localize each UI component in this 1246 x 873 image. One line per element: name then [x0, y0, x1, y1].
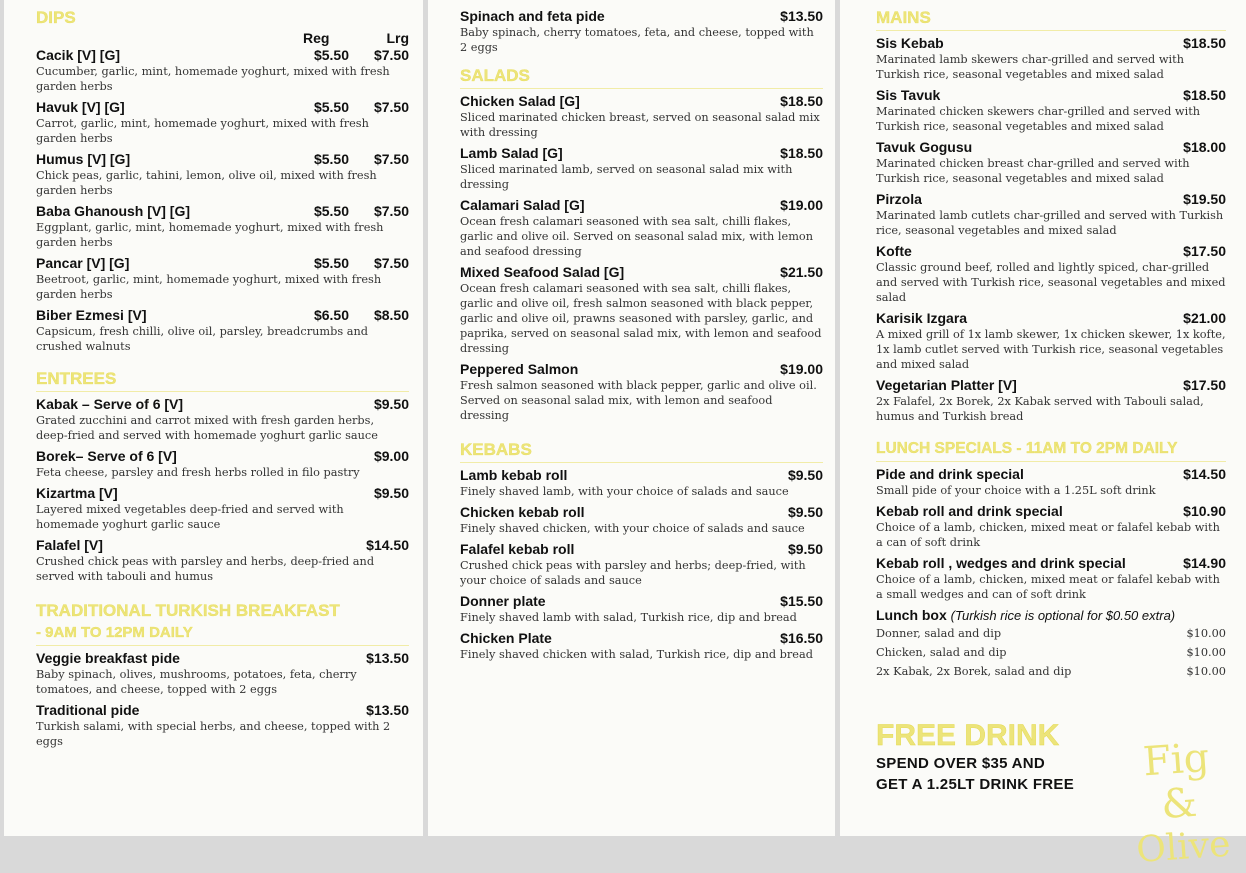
menu-panel-middle — [428, 0, 835, 836]
menu-item-price: $9.50 — [373, 396, 409, 412]
menu-item-header — [36, 255, 409, 272]
menu-item-price: $9.50 — [787, 467, 823, 483]
menu-item-description: Crushed chick peas with parsley and herbs; deep-fried, with your choice of salads and sauce — [460, 559, 806, 587]
menu-item — [876, 503, 1226, 550]
menu-item-header — [876, 139, 1226, 156]
menu-item-name: Sis Kebab — [876, 35, 944, 51]
menu-item-description: Chick peas, garlic, tahini, lemon, olive oil, mixed with fresh garden herbs — [36, 169, 377, 197]
menu-item-name: Kebab roll , wedges and drink special — [876, 555, 1126, 571]
section-title-lunch-specials: LUNCH SPECIALS - 11AM TO 2PM DAILY — [876, 440, 1178, 457]
menu-item-name: Baba Ghanoush [V] [G] — [36, 203, 190, 219]
menu-item-price-reg: $5.50 — [313, 47, 349, 63]
section-divider — [36, 645, 409, 646]
menu-item-price: $9.50 — [373, 485, 409, 501]
menu-item-price: $19.00 — [780, 361, 823, 377]
menu-item-name: Humus [V] [G] — [36, 151, 131, 167]
menu-item-price: $19.50 — [1183, 191, 1226, 207]
lunchbox-title — [876, 607, 1226, 624]
menu-item-price-lrg: $8.50 — [373, 307, 409, 323]
menu-item-price: $15.50 — [780, 593, 823, 609]
menu-item-description: Cucumber, garlic, mint, homemade yoghurt, mixed with fresh garden herbs — [36, 65, 390, 93]
free-drink-line-1: SPEND OVER $35 AND — [876, 755, 1046, 772]
menu-item-price: $9.00 — [373, 448, 409, 464]
menu-item-description: Fresh salmon seasoned with black pepper, garlic and olive oil. Served on seasonal salad mix, with lemon and seafood dressing — [460, 379, 817, 422]
menu-item-price-lrg: $7.50 — [373, 47, 409, 63]
menu-item — [876, 87, 1226, 134]
menu-item-description: Sliced marinated chicken breast, served on seasonal salad mix with dressing — [460, 111, 820, 139]
kebabs-list — [460, 467, 823, 662]
menu-item — [36, 255, 409, 302]
menu-item-name: Pide and drink special — [876, 466, 1024, 482]
menu-item-name: Lamb Salad [G] — [460, 145, 563, 161]
menu-item-name: Lamb kebab roll — [460, 467, 568, 483]
menu-item-price: $16.50 — [780, 630, 823, 646]
menu-item-description: Grated zucchini and carrot mixed with fresh garden herbs, deep-fried and served with homemade yoghurt garlic sauce — [36, 414, 378, 442]
menu-item-price: $14.50 — [366, 537, 409, 553]
menu-item — [36, 650, 409, 697]
menu-item-description: Marinated lamb cutlets char-grilled and served with Turkish rice, seasonal vegetables and mixed salad — [876, 209, 1224, 237]
menu-item-price-lrg: $7.50 — [373, 203, 409, 219]
menu-item-header — [460, 264, 823, 281]
menu-item-name: Kabak – Serve of 6 [V] — [36, 396, 184, 412]
logo-line-1: Fig & — [1141, 734, 1211, 829]
entrees-list — [36, 396, 409, 584]
menu-item-header — [460, 197, 823, 214]
lunch-specials-list — [876, 466, 1226, 602]
section-divider — [460, 88, 823, 89]
menu-item-name: Havuk [V] [G] — [36, 99, 125, 115]
menu-item-price-lrg: $7.50 — [373, 151, 409, 167]
mains-list — [876, 35, 1226, 424]
menu-item-description: Marinated chicken breast char-grilled and served with Turkish rice, seasonal vegetables and mixed salad — [876, 157, 1190, 185]
menu-item — [36, 151, 409, 198]
section-title-kebabs: KEBABS — [460, 440, 532, 459]
menu-item-description: Finely shaved lamb, with your choice of salads and sauce — [460, 485, 789, 498]
menu-item-price: $18.50 — [1183, 87, 1226, 103]
menu-item-name: Kofte — [876, 243, 912, 259]
menu-item — [876, 466, 1226, 498]
menu-item-description: Beetroot, garlic, mint, homemade yoghurt, mixed with fresh garden herbs — [36, 273, 382, 301]
menu-item — [36, 47, 409, 94]
lunchbox-row-name: Chicken, salad and dip — [876, 646, 1007, 659]
menu-item-price: $14.90 — [1183, 555, 1226, 571]
menu-item — [36, 448, 409, 480]
menu-item-price: $17.50 — [1183, 377, 1226, 393]
menu-item-name: Peppered Salmon — [460, 361, 579, 377]
menu-item — [460, 8, 823, 55]
menu-item-price: $18.50 — [780, 93, 823, 109]
menu-item-price: $17.50 — [1183, 243, 1226, 259]
menu-item — [460, 197, 823, 259]
section-title-dips: DIPS — [36, 8, 76, 27]
menu-item-name: Mixed Seafood Salad [G] — [460, 264, 625, 280]
menu-item-name: Traditional pide — [36, 702, 140, 718]
menu-item-header — [36, 99, 409, 116]
section-title-mains: MAINS — [876, 8, 931, 27]
menu-item-header — [460, 93, 823, 110]
lunchbox-row-price: $10.00 — [1186, 627, 1226, 640]
menu-item-header — [36, 307, 409, 324]
menu-item — [460, 264, 823, 356]
menu-item-price-lrg: $7.50 — [373, 255, 409, 271]
menu-item-name: Calamari Salad [G] — [460, 197, 585, 213]
menu-item-header — [36, 537, 409, 554]
menu-item — [36, 537, 409, 584]
menu-item-price-reg: $5.50 — [313, 151, 349, 167]
section-title-entrees: ENTREES — [36, 369, 117, 388]
menu-item-header — [876, 503, 1226, 520]
menu-item — [876, 377, 1226, 424]
menu-item-description: Turkish salami, with special herbs, and cheese, topped with 2 eggs — [36, 720, 391, 748]
menu-item-price: $21.00 — [1183, 310, 1226, 326]
menu-item-description: Ocean fresh calamari seasoned with sea salt, chilli flakes, garlic and olive oil, fresh salmon seasoned with black pepper, garlic and olive oil, prawns seasoned with parsley, garlic, and paprika, served on seasonal salad mix, with lemon and seafood dressing — [460, 282, 822, 355]
section-subtitle-breakfast: - 9AM TO 12PM DAILY — [36, 624, 193, 641]
menu-item-header — [460, 541, 823, 558]
free-drink-line-2: GET A 1.25LT DRINK FREE — [876, 776, 1075, 793]
menu-item — [36, 396, 409, 443]
free-drink-title: FREE DRINK — [876, 719, 1060, 752]
menu-item — [460, 504, 823, 536]
menu-item-name: Pancar [V] [G] — [36, 255, 130, 271]
menu-item-name: Cacik [V] [G] — [36, 47, 121, 63]
menu-item-name: Falafel kebab roll — [460, 541, 575, 557]
lunchbox-list — [876, 624, 1226, 681]
menu-item-description: Marinated lamb skewers char-grilled and served with Turkish rice, seasonal vegetables and mixed salad — [876, 53, 1184, 81]
menu-item-header — [460, 361, 823, 378]
menu-item-name: Karisik Izgara — [876, 310, 968, 326]
menu-item-description: Ocean fresh calamari seasoned with sea salt, chilli flakes, garlic and olive oil. Served on seasonal salad mix, with lemon and seafood dressing — [460, 215, 814, 258]
menu-item-description: Marinated chicken skewers char-grilled and served with Turkish rice, seasonal vegetables and mixed salad — [876, 105, 1201, 133]
dips-list — [36, 47, 409, 354]
menu-item — [460, 630, 823, 662]
lunchbox-row — [876, 643, 1226, 662]
menu-item — [36, 203, 409, 250]
menu-item-header — [876, 87, 1226, 104]
menu-item-header — [460, 504, 823, 521]
breakfast-continued-list — [460, 8, 823, 55]
dips-column-header: Reg Lrg — [303, 30, 409, 46]
menu-item-name: Spinach and feta pide — [460, 8, 605, 24]
menu-item-price: $18.50 — [1183, 35, 1226, 51]
menu-item-price: $18.50 — [780, 145, 823, 161]
menu-item-header — [36, 650, 409, 667]
menu-item-price: $21.50 — [780, 264, 823, 280]
menu-item — [460, 467, 823, 499]
menu-item — [876, 191, 1226, 238]
menu-item-header — [36, 151, 409, 168]
menu-item-name: Pirzola — [876, 191, 922, 207]
menu-item-header — [36, 396, 409, 413]
menu-item-header — [36, 47, 409, 64]
menu-item-price: $13.50 — [366, 702, 409, 718]
breakfast-list — [36, 650, 409, 749]
menu-item-description: Baby spinach, olives, mushrooms, potatoes, feta, cherry tomatoes, and cheese, topped with 2 eggs — [36, 668, 357, 696]
menu-item — [460, 593, 823, 625]
menu-panel-left — [4, 0, 423, 836]
menu-item-description: Sliced marinated lamb, served on seasonal salad mix with dressing — [460, 163, 793, 191]
menu-item-price: $19.00 — [780, 197, 823, 213]
menu-item — [36, 307, 409, 354]
menu-item-description: Crushed chick peas with parsley and herbs, deep-fried and served with tabouli and humus — [36, 555, 375, 583]
menu-item-header — [876, 310, 1226, 327]
menu-item-name: Chicken Plate — [460, 630, 552, 646]
menu-item-description: Capsicum, fresh chilli, olive oil, parsley, breadcrumbs and crushed walnuts — [36, 325, 368, 353]
menu-item-name: Chicken kebab roll — [460, 504, 585, 520]
menu-item-name: Donner plate — [460, 593, 546, 609]
menu-item — [876, 555, 1226, 602]
menu-item-description: Choice of a lamb, chicken, mixed meat or falafel kebab with a can of soft drink — [876, 521, 1220, 549]
lunchbox-row — [876, 662, 1226, 681]
menu-item-price-reg: $6.50 — [313, 307, 349, 323]
section-title-salads: SALADS — [460, 66, 530, 85]
menu-item-price: $14.50 — [1183, 466, 1226, 482]
menu-item-price-reg: $5.50 — [313, 203, 349, 219]
menu-item-header — [460, 593, 823, 610]
menu-item-name: Chicken Salad [G] — [460, 93, 580, 109]
menu-item — [876, 310, 1226, 372]
menu-item-description: Layered mixed vegetables deep-fried and served with homemade yoghurt garlic sauce — [36, 503, 344, 531]
column-lrg-label: Lrg — [386, 30, 409, 46]
section-divider — [36, 391, 409, 392]
section-divider — [876, 461, 1226, 462]
menu-item-price: $9.50 — [787, 541, 823, 557]
menu-item-header — [876, 243, 1226, 260]
menu-item-description: Choice of a lamb, chicken, mixed meat or falafel kebab with a small wedges and can of soft drink — [876, 573, 1220, 601]
menu-item-description: Baby spinach, cherry tomatoes, feta, and cheese, topped with 2 eggs — [460, 26, 814, 54]
menu-item-description: Finely shaved chicken, with your choice of salads and sauce — [460, 522, 805, 535]
menu-item-header — [876, 377, 1226, 394]
menu-item-description: Classic ground beef, rolled and lightly spiced, char-grilled and served with Turkish rice, seasonal vegetables and mixed salad — [876, 261, 1226, 304]
menu-item-description: Finely shaved chicken with salad, Turkish rice, dip and bread — [460, 648, 813, 661]
lunchbox-note: (Turkish rice is optional for $0.50 extra) — [950, 608, 1176, 623]
menu-item — [460, 93, 823, 140]
menu-item — [36, 485, 409, 532]
menu-item-description: Small pide of your choice with a 1.25L soft drink — [876, 484, 1156, 497]
menu-item-name: Borek– Serve of 6 [V] — [36, 448, 177, 464]
menu-item-price: $13.50 — [366, 650, 409, 666]
menu-item-header — [460, 145, 823, 162]
section-divider — [460, 462, 823, 463]
menu-item-price-reg: $5.50 — [313, 255, 349, 271]
lunchbox-row-name: Donner, salad and dip — [876, 627, 1002, 640]
menu-item-header — [876, 555, 1226, 572]
menu-item-header — [876, 35, 1226, 52]
menu-item-price: $18.00 — [1183, 139, 1226, 155]
menu-item-header — [460, 8, 823, 25]
menu-panel-right — [840, 0, 1246, 872]
logo-line-2: Olive — [1134, 823, 1232, 872]
section-divider — [876, 30, 1226, 31]
menu-item-description: 2x Falafel, 2x Borek, 2x Kabak served with Tabouli salad, humus and Turkish bread — [876, 395, 1204, 423]
menu-item-header — [460, 630, 823, 647]
menu-item — [460, 361, 823, 423]
menu-item-name: Tavuk Gogusu — [876, 139, 973, 155]
menu-item-description: A mixed grill of 1x lamb skewer, 1x chicken skewer, 1x kofte, 1x lamb cutlet served with Turkish rice, seasonal vegetables and mixed salad — [876, 328, 1226, 371]
menu-item-name: Vegetarian Platter [V] — [876, 377, 1017, 393]
menu-item-header — [36, 702, 409, 719]
menu-item — [876, 35, 1226, 82]
salads-list — [460, 93, 823, 423]
menu-item-header — [36, 485, 409, 502]
lunchbox-row-price: $10.00 — [1186, 646, 1226, 659]
menu-item-header — [460, 467, 823, 484]
fig-and-olive-logo — [1129, 734, 1232, 872]
menu-item-name: Kizartma [V] — [36, 485, 118, 501]
menu-item-name: Biber Ezmesi [V] — [36, 307, 147, 323]
menu-item — [460, 541, 823, 588]
menu-item — [36, 702, 409, 749]
menu-item-price: $10.90 — [1183, 503, 1226, 519]
menu-item — [876, 139, 1226, 186]
menu-item-price-lrg: $7.50 — [373, 99, 409, 115]
menu-item-price-reg: $5.50 — [313, 99, 349, 115]
menu-item-name: Veggie breakfast pide — [36, 650, 180, 666]
lunchbox-row — [876, 624, 1226, 643]
menu-item-price: $9.50 — [787, 504, 823, 520]
menu-item-name: Sis Tavuk — [876, 87, 941, 103]
menu-item-header — [36, 448, 409, 465]
menu-item — [460, 145, 823, 192]
menu-item — [876, 243, 1226, 305]
menu-item-header — [876, 191, 1226, 208]
lunchbox-name: Lunch box — [876, 607, 947, 623]
menu-item — [36, 99, 409, 146]
menu-item-description: Eggplant, garlic, mint, homemade yoghurt, mixed with fresh garden herbs — [36, 221, 384, 249]
lunchbox-row-price: $10.00 — [1186, 665, 1226, 678]
menu-item-header — [876, 466, 1226, 483]
menu-item-header — [36, 203, 409, 220]
menu-item-description: Carrot, garlic, mint, homemade yoghurt, mixed with fresh garden herbs — [36, 117, 369, 145]
section-title-breakfast: TRADITIONAL TURKISH BREAKFAST — [36, 601, 340, 620]
menu-item-description: Feta cheese, parsley and fresh herbs rolled in filo pastry — [36, 466, 360, 479]
menu-item-name: Kebab roll and drink special — [876, 503, 1063, 519]
menu-item-name: Falafel [V] — [36, 537, 103, 553]
menu-item-price: $13.50 — [780, 8, 823, 24]
lunchbox-row-name: 2x Kabak, 2x Borek, salad and dip — [876, 665, 1072, 678]
menu-item-description: Finely shaved lamb with salad, Turkish rice, dip and bread — [460, 611, 797, 624]
